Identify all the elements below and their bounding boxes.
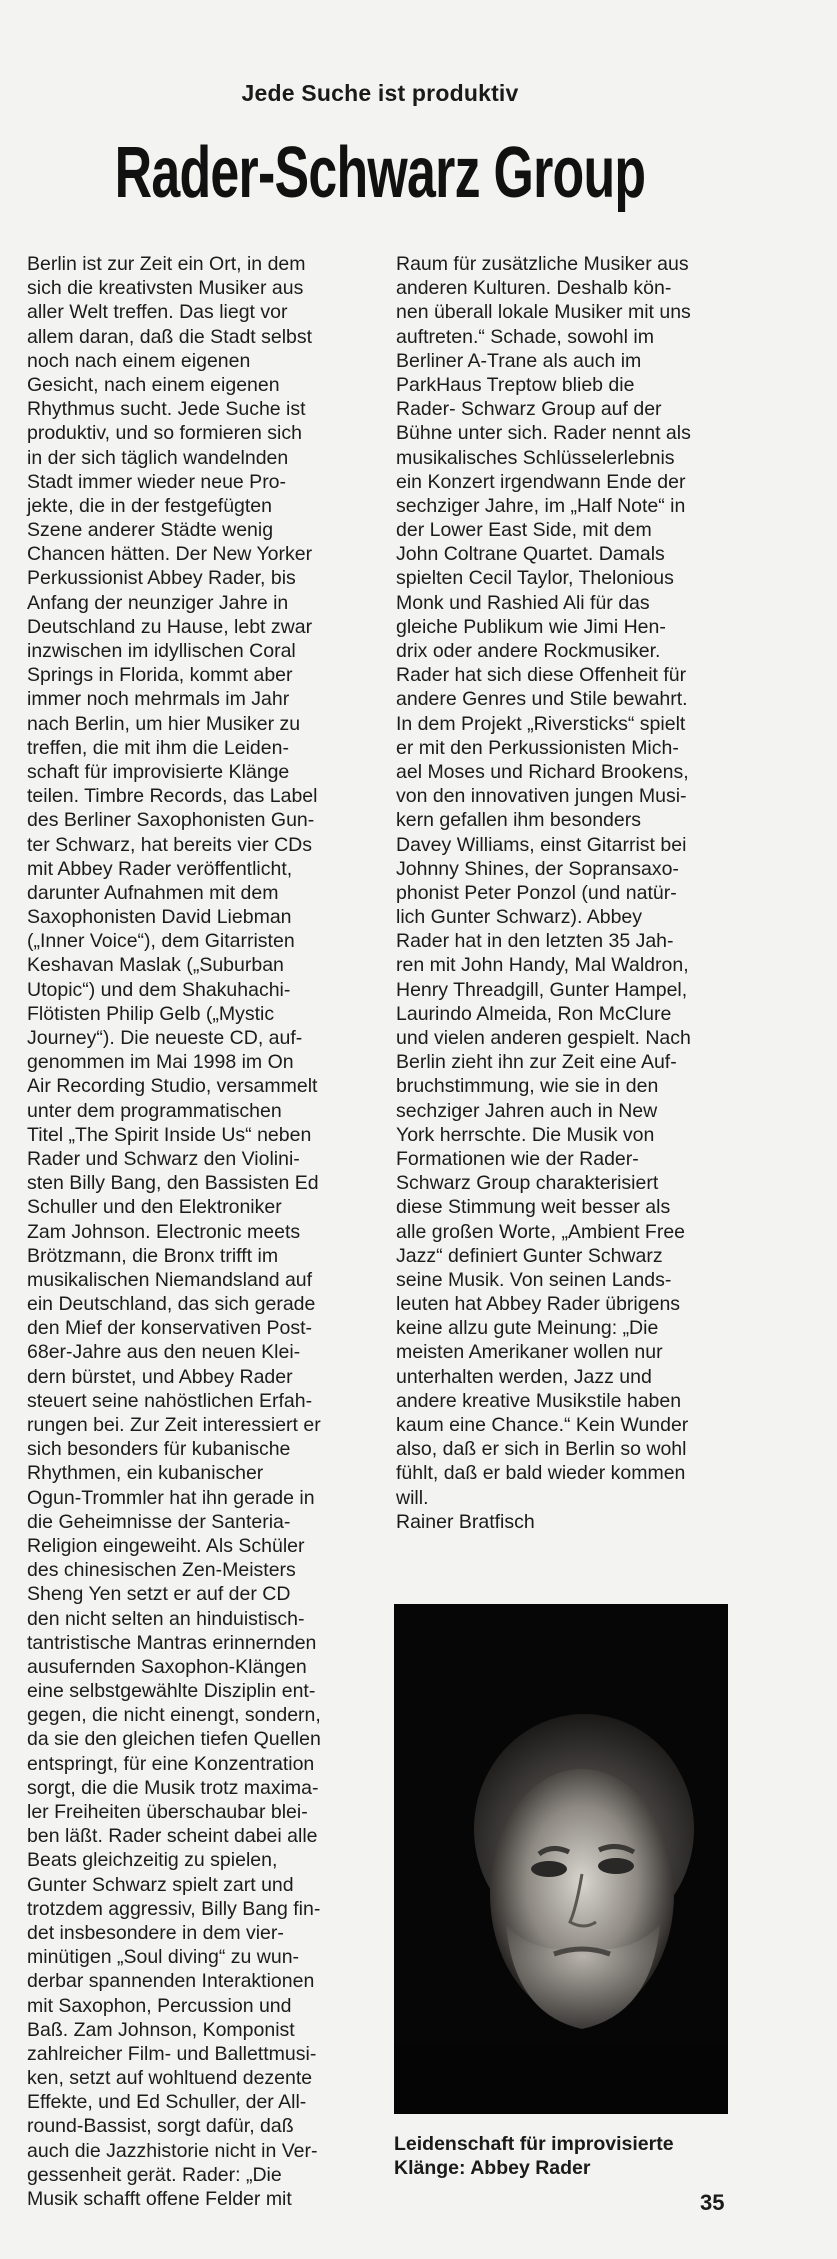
article-text-line: sechziger Jahre, im „Half Note“ in — [396, 494, 686, 517]
article-text-line: Effekte, und Ed Schuller, der All- — [27, 2091, 307, 2114]
article-text-line: sorgt, die die Musik trotz maxima- — [27, 1776, 319, 1799]
article-text-line: Laurindo Almeida, Ron McClure — [396, 1002, 672, 1025]
article-text-line: ein Konzert irgendwann Ende der — [396, 470, 686, 493]
article-text-line: anderen Kulturen. Deshalb kön- — [396, 277, 672, 300]
article-text-line: Bühne unter sich. Rader nennt als — [396, 422, 691, 445]
article-text-line: mit Abbey Rader veröffentlicht, — [27, 857, 293, 880]
article-text-line: Baß. Zam Johnson, Komponist — [27, 2018, 295, 2041]
article-text-line: ael Moses und Richard Brookens, — [396, 760, 689, 783]
article-text-line: schaft für improvisierte Klänge — [27, 760, 290, 783]
article-text-line: und vielen anderen gespielt. Nach — [396, 1027, 691, 1049]
page-number: 35 — [700, 2190, 725, 2215]
article-text-line: will. — [396, 1486, 429, 1509]
article-text-line: dern bürstet, und Abbey Rader — [27, 1365, 293, 1388]
article-text-line: eine selbstgewählte Disziplin ent- — [27, 1680, 316, 1703]
article-text-line: det insbesondere in dem vier- — [27, 1921, 284, 1944]
article-text-line: teilen. Timbre Records, das Label — [27, 785, 318, 808]
article-text-line: jekte, die in der festgefügten — [27, 494, 272, 517]
article-text-line: Zam Johnson. Electronic meets — [27, 1220, 301, 1243]
article-text-line: unter dem programmatischen — [27, 1099, 282, 1122]
article-text-line: Keshavan Maslak („Suburban — [27, 954, 284, 977]
article-text-line: spielten Cecil Taylor, Thelonious — [396, 567, 674, 590]
article-text-line: („Inner Voice“), dem Gitarristen — [27, 930, 295, 953]
article-text-line: in der sich täglich wandelnden — [27, 446, 289, 469]
article-text-line: tantristische Mantras erinnernden — [27, 1631, 317, 1654]
article-text-line: Rader hat in den letzten 35 Jah- — [396, 930, 674, 953]
article-text-line: 68er-Jahre aus den neuen Klei- — [27, 1341, 301, 1364]
article-text-line: Journey“). Die neueste CD, auf- — [27, 1027, 303, 1049]
article-text-line: Henry Threadgill, Gunter Hampel, — [396, 978, 688, 1001]
article-text-line: ein Deutschland, das sich gerade — [27, 1293, 316, 1316]
article-text-line: Air Recording Studio, versammelt — [27, 1075, 318, 1098]
article-text-line: Chancen hätten. Der New Yorker — [27, 543, 313, 566]
article-text-line: seine Musik. Von seinen Lands- — [396, 1268, 672, 1291]
article-text-line: darunter Aufnahmen mit dem — [27, 881, 279, 904]
article-text-line: allem daran, daß die Stadt selbst — [27, 325, 313, 348]
article-text-line: kern gefallen ihm besonders — [396, 809, 641, 832]
article-text-line: Johnny Shines, der Sopransaxo- — [396, 857, 679, 880]
article-text-line: sechziger Jahren auch in New — [396, 1099, 658, 1122]
article-text-line: Utopic“) und dem Shakuhachi- — [27, 978, 291, 1001]
article-text-line: Szene anderer Städte wenig — [27, 519, 274, 542]
article-text-line: Rader und Schwarz den Violini- — [27, 1147, 300, 1170]
article-text-line: den nicht selten an hinduistisch- — [27, 1607, 305, 1630]
article-text-line: genommen im Mai 1998 im On — [27, 1051, 294, 1074]
article-text-line: produktiv, und so formieren sich — [27, 422, 302, 445]
article-text-line: inzwischen im idyllischen Coral — [27, 640, 296, 662]
article-text-line: des chinesischen Zen-Meisters — [27, 1559, 296, 1582]
article-text-line: gleiche Publikum wie Jimi Hen- — [396, 615, 666, 638]
caption-line: Leidenschaft für improvisierte — [394, 2133, 674, 2155]
article-text-line: ken, setzt auf wohltuend dezente — [27, 2067, 313, 2090]
article-text-line: immer noch mehrmals im Jahr — [27, 688, 290, 711]
article-kicker: Jede Suche ist produktiv — [241, 80, 519, 106]
article-text-line: Monk und Rashied Ali für das — [396, 591, 650, 614]
article-text-line: Jazz“ definiert Gunter Schwarz — [396, 1244, 663, 1267]
article-text-line: sich die kreativsten Musiker aus — [27, 277, 304, 300]
article-headline: Rader-Schwarz Group — [114, 133, 646, 213]
article-text-line: meisten Amerikaner wollen nur — [396, 1341, 663, 1364]
article-text-line: noch nach einem eigenen — [27, 349, 251, 372]
article-text-line: Beats gleichzeitig zu spielen, — [27, 1849, 278, 1872]
article-text-line: Springs in Florida, kommt aber — [27, 664, 293, 687]
article-text-line: unterhalten werden, Jazz und — [396, 1365, 652, 1388]
article-text-line: Rader- Schwarz Group auf der — [396, 398, 662, 421]
article-text-line: der Lower East Side, mit dem — [396, 519, 652, 542]
author-byline: Rainer Bratfisch — [396, 1511, 535, 1533]
article-text-line: Davey Williams, einst Gitarrist bei — [396, 833, 687, 856]
article-text-line: also, daß er sich in Berlin so wohl — [396, 1438, 687, 1461]
article-text-line: In dem Projekt „Riversticks“ spielt — [396, 712, 686, 735]
article-text-line: Ogun-Trommler hat ihn gerade in — [27, 1486, 315, 1509]
article-text-line: nen überall lokale Musiker mit uns — [396, 301, 691, 324]
article-text-line: Musik schafft offene Felder mit — [27, 2188, 292, 2210]
article-text-line: aller Welt treffen. Das liegt vor — [27, 301, 288, 324]
article-text-line: andere Genres und Stile bewahrt. — [396, 688, 688, 711]
article-text-line: des Berliner Saxophonisten Gun- — [27, 809, 315, 832]
article-text-line: ren mit John Handy, Mal Waldron, — [396, 954, 689, 977]
article-text-line: ben läßt. Rader scheint dabei alle — [27, 1825, 318, 1848]
article-text-line: Perkussionist Abbey Rader, bis — [27, 567, 296, 590]
article-text-line: Formationen wie der Rader- — [396, 1147, 639, 1170]
article-text-line: Rhythmen, ein kubanischer — [27, 1462, 264, 1485]
article-text-line: Gesicht, nach einem eigenen — [27, 373, 280, 396]
portrait-image — [394, 1604, 728, 2114]
article-text-line: andere kreative Musikstile haben — [396, 1389, 682, 1412]
article-text-line: Religion eingeweiht. Als Schüler — [27, 1534, 305, 1557]
article-text-line: kaum eine Chance.“ Kein Wunder — [396, 1414, 689, 1436]
article-text-line: Berliner A-Trane als auch im — [396, 349, 642, 372]
article-text-line: steuert seine nahöstlichen Erfah- — [27, 1389, 313, 1412]
article-column-2 — [396, 252, 741, 1510]
article-text-line: York herrschte. Die Musik von — [396, 1123, 655, 1146]
article-text-line: Deutschland zu Hause, lebt zwar — [27, 615, 313, 638]
article-text-line: gessenheit gerät. Rader: „Die — [27, 2163, 282, 2186]
article-text-line: drix oder andere Rockmusiker. — [396, 640, 661, 662]
article-text-line: John Coltrane Quartet. Damals — [396, 543, 665, 566]
article-text-line: Flötisten Philip Gelb („Mystic — [27, 1002, 275, 1025]
article-text-line: alle großen Worte, „Ambient Free — [396, 1220, 686, 1243]
article-text-line: minütigen „Soul diving“ zu wun- — [27, 1946, 300, 1969]
article-text-line: rungen bei. Zur Zeit interessiert er — [27, 1414, 321, 1436]
article-text-line: gegen, die nicht einengt, sondern, — [27, 1704, 321, 1727]
article-text-line: Stadt immer wieder neue Pro- — [27, 470, 287, 493]
caption-line: Klänge: Abbey Rader — [394, 2157, 591, 2179]
article-text-line: treffen, die mit ihm die Leiden- — [27, 736, 289, 759]
article-text-line: fühlt, daß er bald wieder kommen — [396, 1462, 686, 1485]
article-text-line: Schuller und den Elektroniker — [27, 1196, 282, 1219]
article-text-line: Saxophonisten David Liebman — [27, 906, 292, 929]
article-text-line: Titel „The Spirit Inside Us“ neben — [27, 1123, 312, 1146]
article-text-line: Berlin zieht ihn zur Zeit eine Auf- — [396, 1051, 677, 1074]
article-text-line: da sie den gleichen tiefen Quellen — [27, 1728, 321, 1751]
article-text-line: ter Schwarz, hat bereits vier CDs — [27, 833, 313, 856]
article-text-line: round-Bassist, sorgt dafür, daß — [27, 2115, 294, 2138]
article-text-line: er mit den Perkussionisten Mich- — [396, 736, 679, 759]
article-text-line: ler Freiheiten überschaubar blei- — [27, 1801, 308, 1823]
article-text-line: musikalischen Niemandsland auf — [27, 1268, 313, 1291]
article-text-line: den Mief der konservativen Post- — [27, 1317, 313, 1340]
article-text-line: Sheng Yen setzt er auf der CD — [27, 1583, 291, 1606]
article-text-line: sten Billy Bang, den Bassisten Ed — [27, 1172, 319, 1195]
article-text-line: Brötzmann, die Bronx trifft im — [27, 1244, 279, 1267]
article-text-line: entspringt, für eine Konzentration — [27, 1752, 315, 1775]
article-text-line: von den innovativen jungen Musi- — [396, 785, 687, 808]
article-column-1 — [27, 252, 362, 2211]
article-text-line: trotzdem aggressiv, Billy Bang fin- — [27, 1897, 321, 1920]
article-text-line: lich Gunter Schwarz). Abbey — [396, 906, 643, 929]
article-text-line: musikalisches Schlüsselerlebnis — [396, 446, 675, 469]
article-text-line: leuten hat Abbey Rader übrigens — [396, 1293, 681, 1316]
article-text-line: keine allzu gute Meinung: „Die — [396, 1317, 659, 1340]
article-text-line: zahlreicher Film- und Ballettmusi- — [27, 2042, 317, 2065]
article-text-line: derbar spannenden Interaktionen — [27, 1970, 315, 1993]
article-text-line: ausufernden Saxophon-Klängen — [27, 1655, 307, 1678]
photo-caption — [394, 2132, 754, 2180]
article-text-line: Berlin ist zur Zeit ein Ort, in dem — [27, 253, 306, 275]
article-text-line: die Geheimnisse der Santeria- — [27, 1510, 291, 1533]
article-text-line: sich besonders für kubanische — [27, 1438, 291, 1461]
article-text-line: auch die Jazzhistorie nicht in Ver- — [27, 2139, 318, 2162]
portrait-photo — [394, 1604, 728, 2114]
article-text-line: diese Stimmung weit besser als — [396, 1196, 671, 1219]
article-text-line: ParkHaus Treptow blieb die — [396, 373, 635, 396]
article-text-line: phonist Peter Ponzol (und natür- — [396, 881, 677, 904]
article-text-line: nach Berlin, um hier Musiker zu — [27, 712, 301, 735]
article-text-line: Rhythmus sucht. Jede Suche ist — [27, 398, 306, 421]
article-text-line: Rader hat sich diese Offenheit für — [396, 664, 687, 687]
article-text-line: Gunter Schwarz spielt zart und — [27, 1873, 294, 1896]
article-text-line: auftreten.“ Schade, sowohl im — [396, 325, 654, 348]
article-text-line: Raum für zusätzliche Musiker aus — [396, 253, 689, 275]
article-text-line: bruchstimmung, wie sie in den — [396, 1075, 659, 1098]
article-text-line: Schwarz Group charakterisiert — [396, 1172, 659, 1195]
article-text-line: mit Saxophon, Percussion und — [27, 1994, 292, 2017]
article-text-line: Anfang der neunziger Jahre in — [27, 591, 289, 614]
